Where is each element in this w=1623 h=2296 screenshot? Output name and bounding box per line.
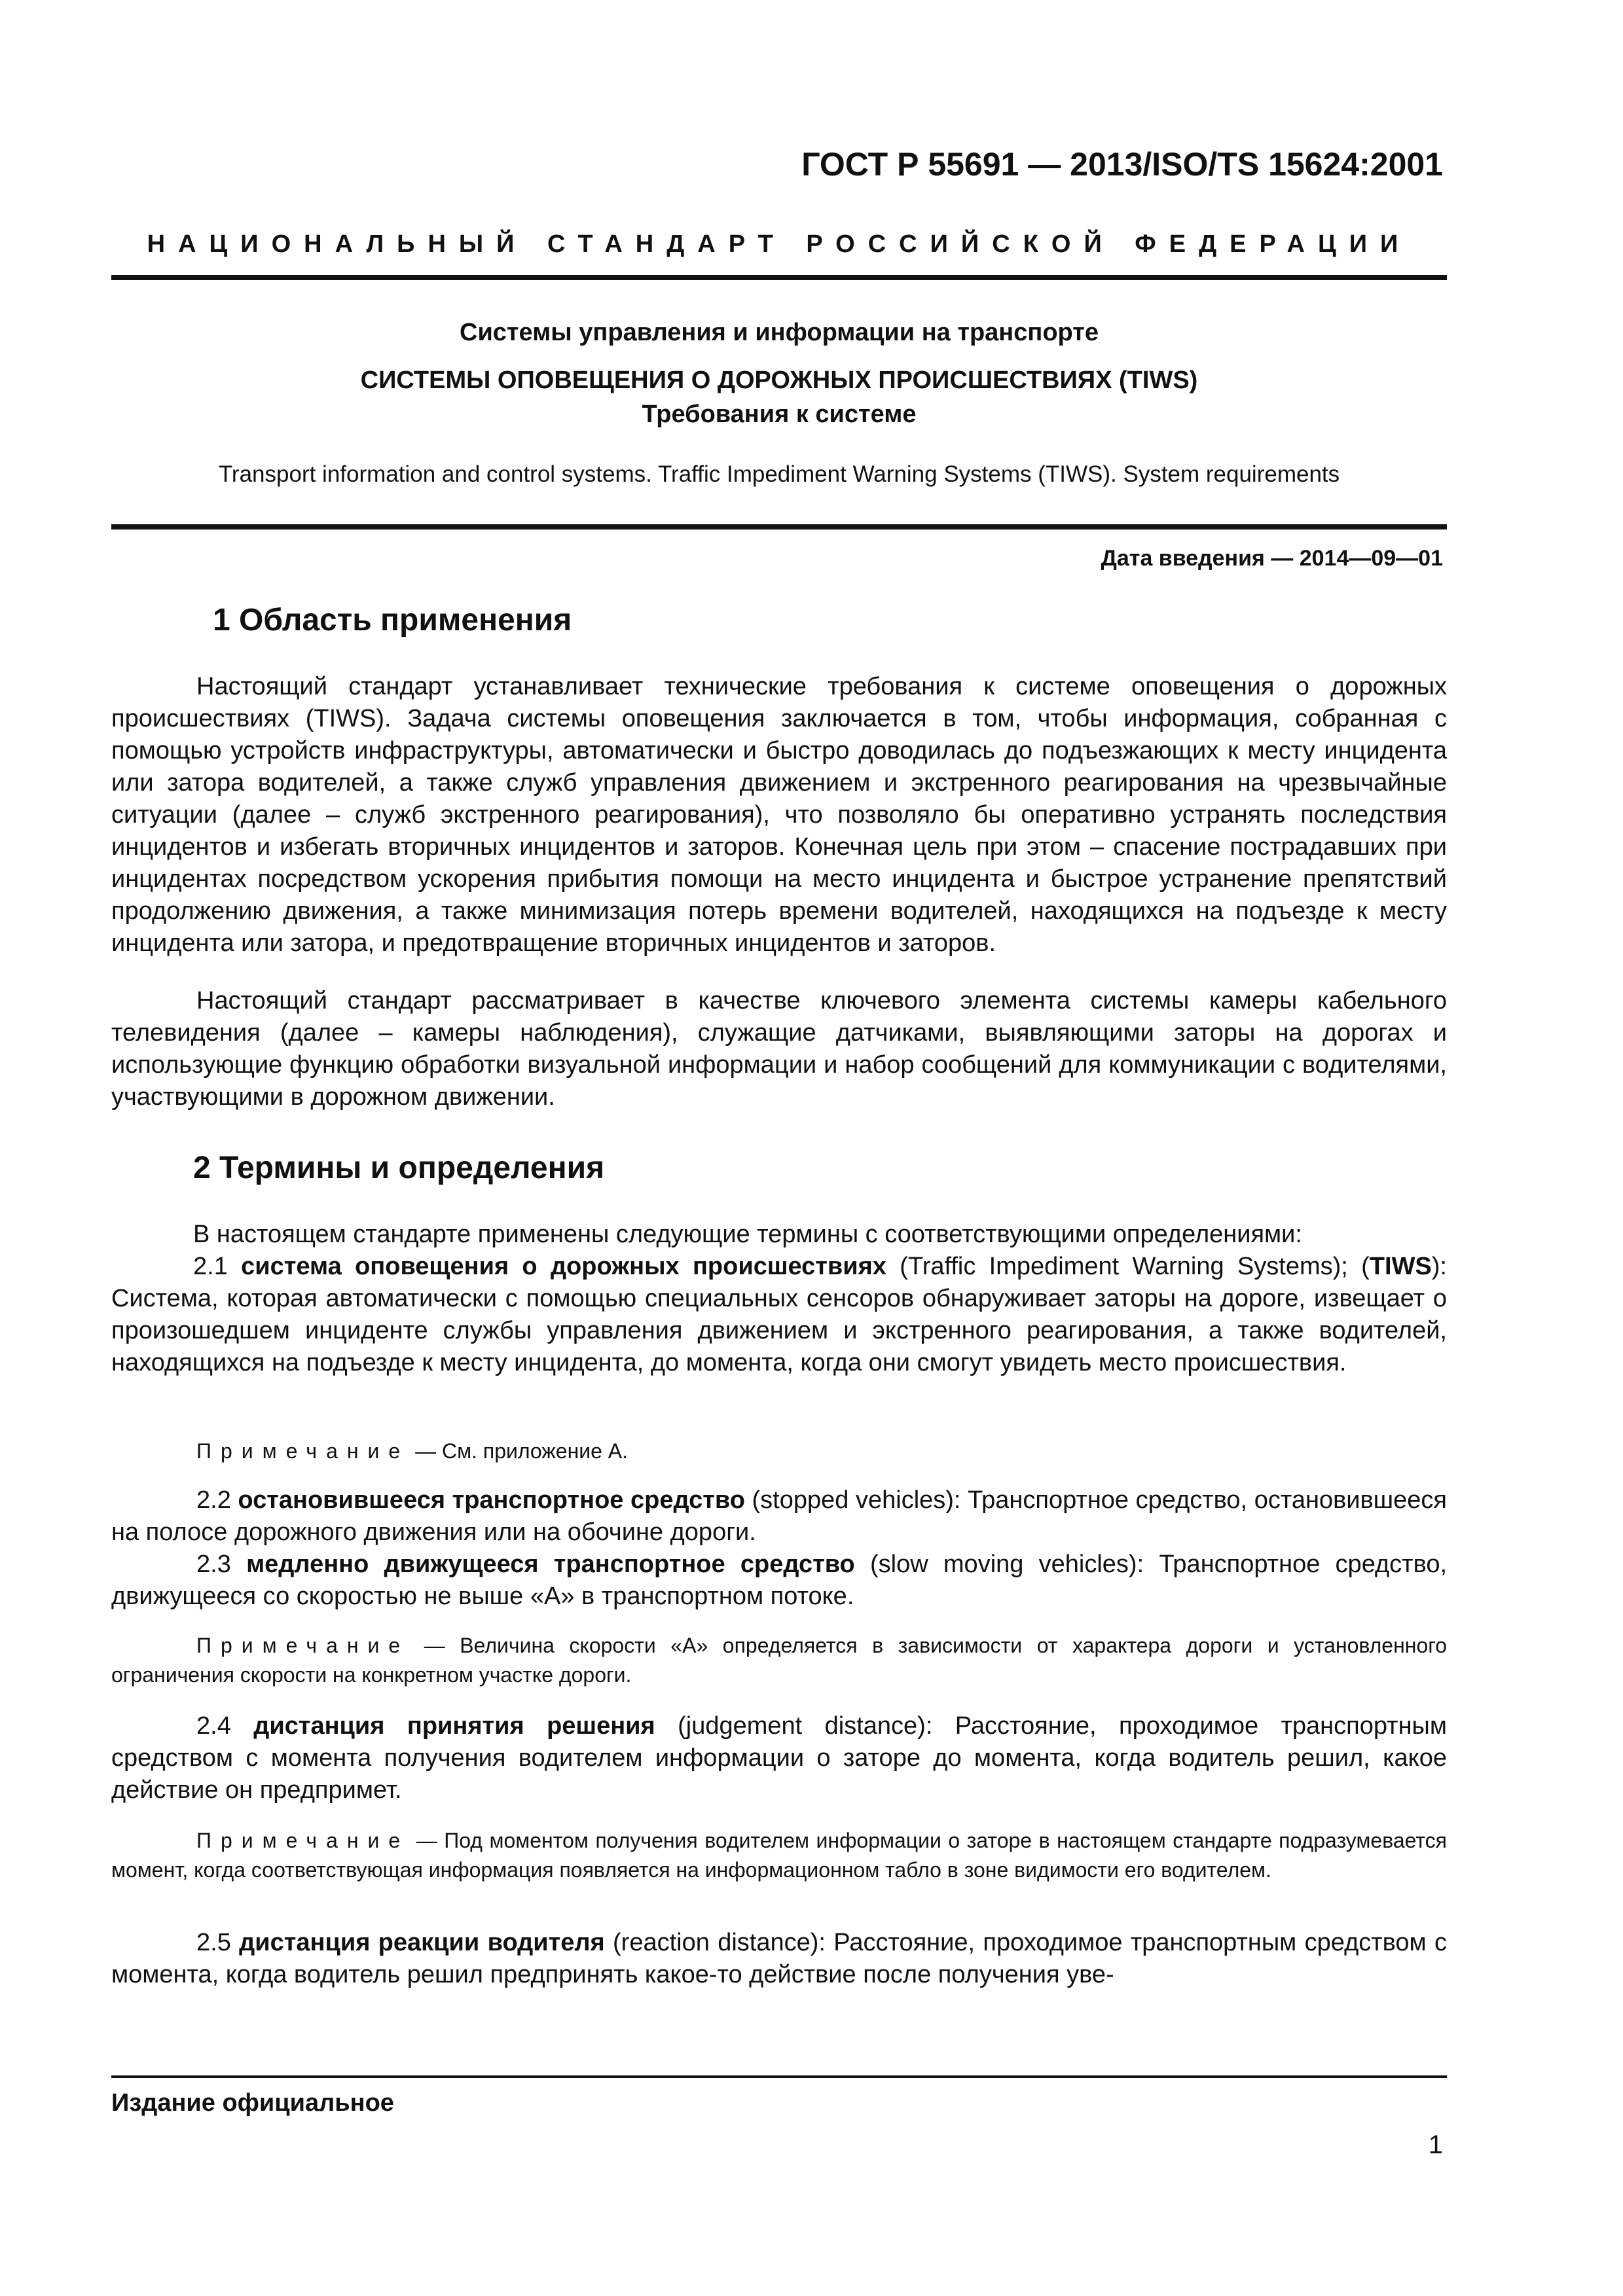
page-number: 1 <box>1428 2130 1443 2159</box>
definition-number: 2.2 <box>196 1486 231 1514</box>
paragraph-text: Настоящий стандарт устанавливает технические требования к системе оповещения о дорожных происшествиях (TIWS). Задача системы оповещения заключается в том, чтобы информация, собранная с помощью устройств инфраструктуры, автоматически и быстро доводилась до подъезжающих к месту инцидента или затора водителей, а также служб управления движением и экстренного реагирования на чрезвычайные ситуации (далее – служб экстренного реагирования), что позволяло бы оперативно устранять последствия инцидентов и избегать вторичных инцидентов и заторов. Конечная цель при этом – спасение пострадавших при инцидентах посредством ускорения прибытия помощи на место инцидента и быстрое устранение препятствий продолжению движения, а также минимизация потерь времени водителей, находящихся на подъезде к месту инцидента или затора, и предотвращение вторичных инцидентов и заторов. <box>111 673 1447 957</box>
note-label: Примечание <box>196 1634 410 1657</box>
definition-text: (judgement distance): Расстояние, проходимое транспортным средством с момента получения водителем информации о заторе до момента, когда водитель решил, какое действие он предпримет. <box>111 1712 1447 1804</box>
definition-text: (reaction distance): Расстояние, проходимое транспортным средством с момента, когда водитель решил предпринять какое-то действие после получения уве- <box>111 1929 1447 1988</box>
definition-2-1: 2.1 система оповещения о дорожных происшествиях (Traffic Impediment Warning Systems); (TIWS): Система, которая автоматически с помощью специальных сенсоров обнаруживает заторы на дороге, извещает о произошедшем инциденте службы управления движением и экстренного реагирования, а также водителей, находящихся на подъезде к месту инцидента, до момента, когда они смогут увидеть место происшествия. <box>111 1253 1447 1376</box>
title-divider <box>111 524 1447 529</box>
definitions-lead: В настоящем стандарте применены следующие термины с соответствующими определениями: <box>193 1221 1302 1248</box>
definition-term: система оповещения о дорожных происшествиях <box>241 1253 886 1280</box>
section-2-heading: 2 Термины и определения <box>193 1151 605 1185</box>
definition-text: (slow moving vehicles): Транспортное средство, движущееся со скоростью не выше «А» в транспортном потоке. <box>111 1551 1448 1610</box>
definition-term: дистанция реакции водителя <box>239 1929 605 1956</box>
definition-english: (Traffic Impediment Warning Systems); <box>900 1253 1348 1280</box>
definition-2-4-block <box>111 1710 1447 1806</box>
definition-2-2 <box>111 1484 1447 1549</box>
definition-2-5 <box>111 1927 1447 1991</box>
introduction-date: Дата введения — 2014—09—01 <box>1101 546 1443 571</box>
definition-term: медленно движущееся транспортное средство <box>246 1551 855 1578</box>
definition-number: 2.3 <box>196 1551 231 1578</box>
note-text: — Под моментом получения водителем информации о заторе в настоящем стандарте подразумевается момент, когда соответствующая информация появляется на информационном табло в зоне видимости его водителем. <box>111 1829 1448 1882</box>
title-line-2: СИСТЕМЫ ОПОВЕЩЕНИЯ О ДОРОЖНЫХ ПРОИСШЕСТВИЯХ (TIWS) <box>360 367 1198 394</box>
definition-number: 2.5 <box>196 1929 231 1956</box>
definition-number: 2.1 <box>193 1253 228 1280</box>
definitions-2-2-2-3 <box>111 1484 1447 1613</box>
note-2 <box>111 1631 1447 1690</box>
title-english: Transport information and control systems. Traffic Impediment Warning Systems (TIWS). System requirements <box>218 461 1340 487</box>
definition-2-5-block <box>111 1927 1447 1991</box>
definition-text: ): Система, которая автоматически с помощью специальных сенсоров обнаруживает заторы на дороге, извещает о произошедшем инциденте службы управления движением и экстренного реагирования, а также водителей, находящихся на подъезде к месту инцидента, до момента, когда они смогут увидеть место происшествия. <box>111 1253 1447 1376</box>
paragraph-text: Настоящий стандарт рассматривает в качестве ключевого элемента системы камеры кабельного телевидения (далее – камеры наблюдения), служащие датчиками, выявляющими заторы на дорогах и использующие функцию обработки визуальной информации и набор сообщений для коммуникации с водителями, участвующими в дорожном движении. <box>111 987 1447 1111</box>
definition-abbreviation: TIWS <box>1369 1253 1432 1280</box>
document-code: ГОСТ Р 55691 — 2013/ISO/TS 15624:2001 <box>801 146 1443 183</box>
edition-label: Издание официальное <box>111 2089 394 2117</box>
section-1-paragraph-2 <box>111 985 1447 1113</box>
section-1-paragraph-1 <box>111 671 1447 960</box>
note-label: Примечание <box>196 1829 410 1852</box>
definition-term: дистанция принятия решения <box>253 1712 655 1740</box>
definition-term: остановившееся транспортное средство <box>238 1486 745 1514</box>
definition-2-3 <box>111 1549 1447 1613</box>
definition-text: (stopped vehicles): Транспортное средство, остановившееся на полосе дорожного движения или на обочине дороги. <box>111 1486 1447 1546</box>
national-standard-banner: НАЦИОНАЛЬНЫЙ СТАНДАРТ РОССИЙСКОЙ ФЕДЕРАЦИИ <box>147 230 1412 258</box>
title-line-3: Требования к системе <box>642 401 917 428</box>
definitions-block <box>111 1219 1447 1379</box>
title-line-1: Системы управления и информации на транспорте <box>460 319 1099 346</box>
note-3 <box>111 1826 1447 1885</box>
definition-number: 2.4 <box>196 1712 231 1740</box>
note-1 <box>111 1437 1447 1466</box>
note-text: — См. приложение А. <box>415 1439 629 1463</box>
footer-divider <box>111 2075 1447 2078</box>
note-label: Примечание <box>196 1439 410 1463</box>
section-1-heading: 1 Область применения <box>213 603 572 637</box>
definition-2-4 <box>111 1710 1447 1806</box>
note-text: — Величина скорости «А» определяется в зависимости от характера дороги и установленного ограничения скорости на конкретном участке дороги. <box>111 1634 1448 1687</box>
header-divider <box>111 275 1447 280</box>
